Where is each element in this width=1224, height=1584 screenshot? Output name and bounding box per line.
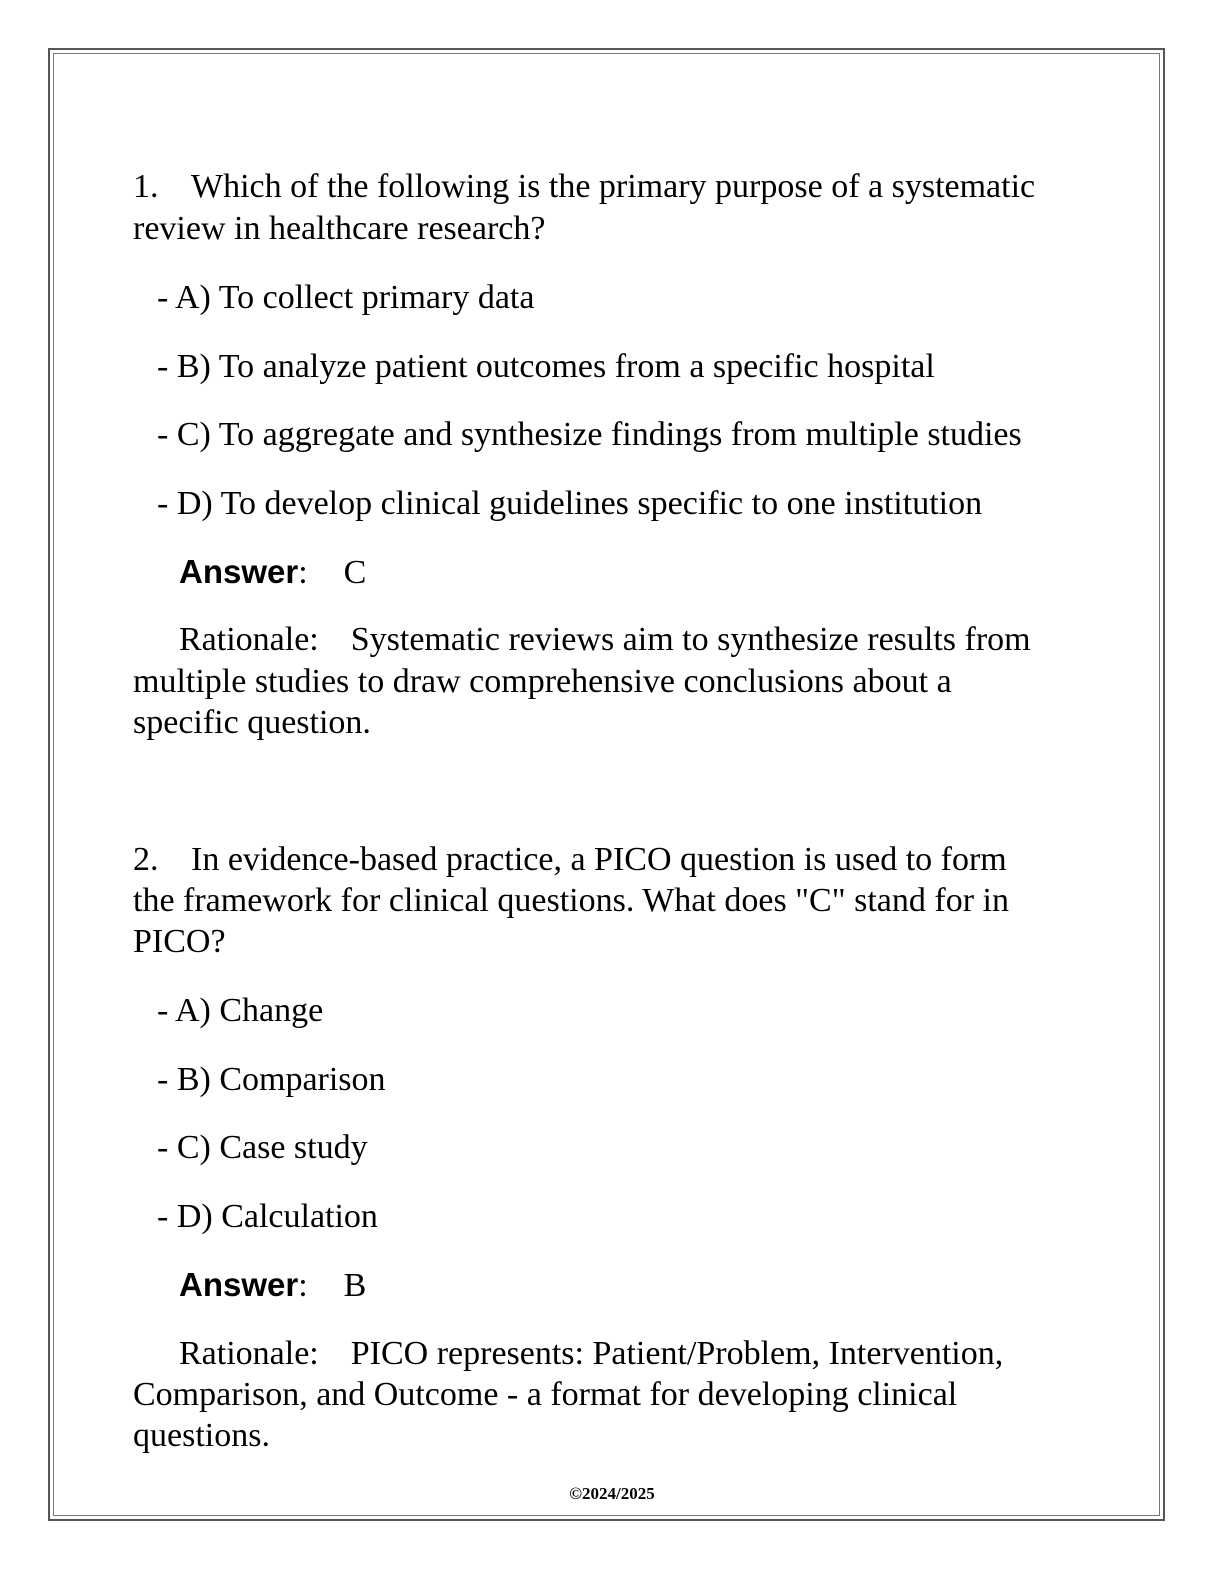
question-1-answer: Answer: C [179,553,367,591]
question-2-option-a: - A) Change [157,992,324,1029]
question-2-answer: Answer: B [179,1266,367,1304]
question-2-answer-label: Answer [179,1266,299,1303]
question-1-rationale-line-3: specific question. [133,704,371,741]
question-2-number: 2. [133,841,159,878]
question-1-option-c: - C) To aggregate and synthesize findings from multiple studies [157,416,1022,453]
question-1-number: 1. [133,168,159,205]
question-1-rationale-label: Rationale: [179,621,319,658]
copyright-footer: ©2024/2025 [569,1484,655,1503]
question-1-answer-value: C [343,554,367,591]
question-1-text-line-1: 1. Which of the following is the primary purpose of a systematic [133,168,1036,205]
question-2-text-line-2: the framework for clinical questions. What does "C" stand for in [133,882,1009,919]
question-2-rationale-label: Rationale: [179,1335,319,1372]
question-1-rationale-line-2: multiple studies to draw comprehensive conclusions about a [133,663,952,700]
question-1-option-b: - B) To analyze patient outcomes from a specific hospital [157,348,935,385]
question-2-rationale-line-2: Comparison, and Outcome - a format for developing clinical [133,1376,958,1413]
question-2-text-line-1: 2. In evidence-based practice, a PICO question is used to form [133,841,1007,878]
question-1-rationale-line-1: Rationale: Systematic reviews aim to synthesize results from [179,621,1031,658]
question-2-option-d: - D) Calculation [157,1198,378,1235]
question-1-option-a: - A) To collect primary data [157,279,535,316]
question-1-text-line-2: review in healthcare research? [133,210,546,247]
question-2-answer-value: B [343,1267,367,1304]
question-2-rationale-line-1: Rationale: PICO represents: Patient/Problem, Intervention, [179,1335,1004,1372]
question-2-option-b: - B) Comparison [157,1061,386,1098]
question-2-rationale-line-3: questions. [133,1417,270,1454]
question-2-option-c: - C) Case study [157,1129,368,1166]
question-1-answer-label: Answer [179,553,299,590]
question-1-option-d: - D) To develop clinical guidelines specific to one institution [157,485,983,522]
question-2-text-line-3: PICO? [133,923,226,960]
